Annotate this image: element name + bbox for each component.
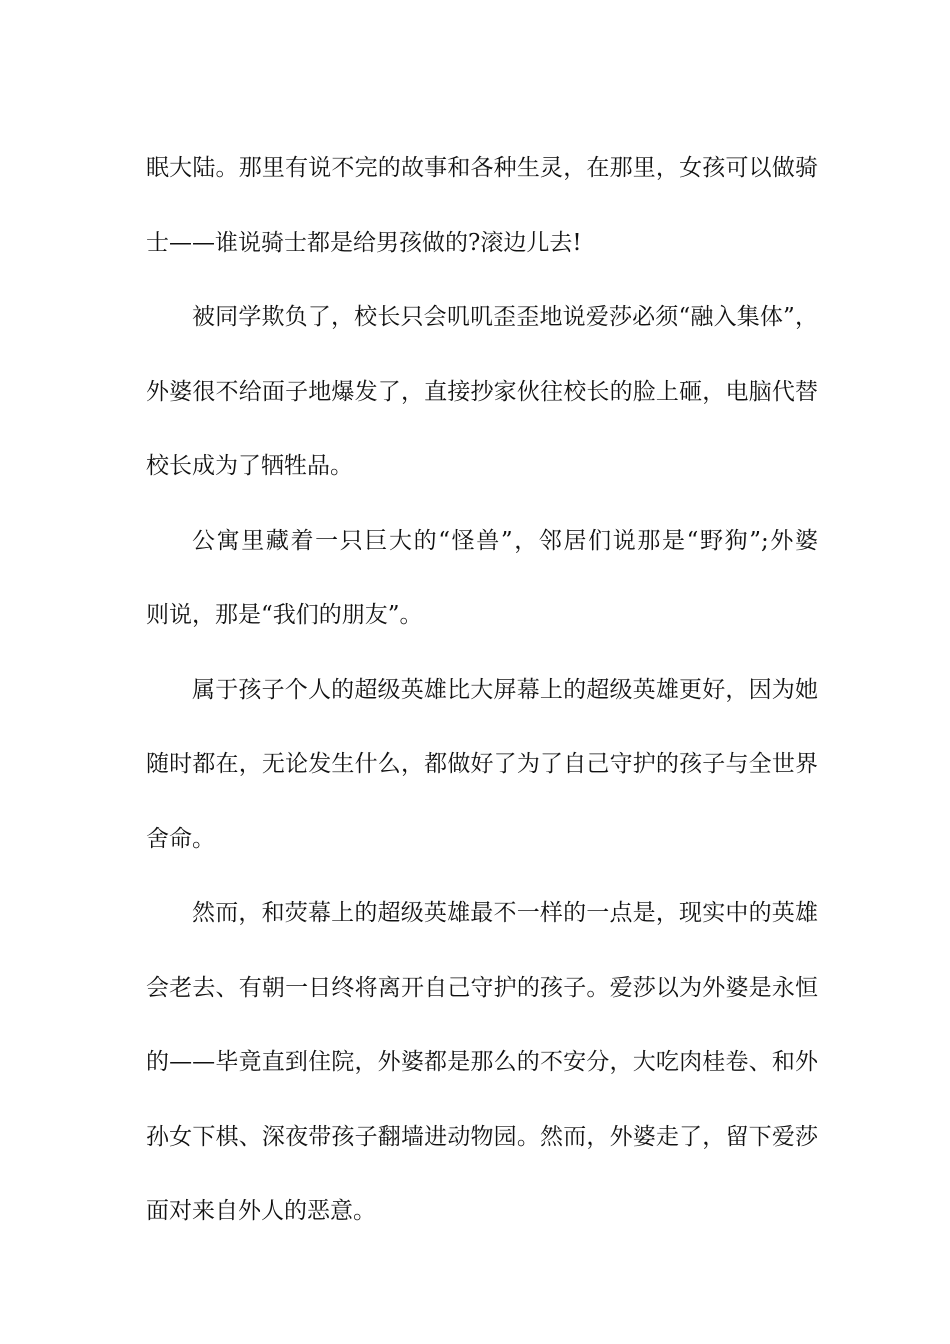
text-line: 校长成为了牺牲品。 xyxy=(146,453,353,479)
document-body xyxy=(146,131,818,1249)
text-line: 外婆很不给面子地爆发了，直接抄家伙往校长的脸上砸，电脑代替 xyxy=(146,378,818,405)
text-line: 舍命。 xyxy=(146,825,215,852)
text-line: 眠大陆。那里有说不完的故事和各种生灵，在那里，女孩可以做骑 xyxy=(146,155,818,181)
paragraph-first-line: 然而，和荧幕上的超级英雄最不一样的一点是，现实中的英雄 xyxy=(192,900,818,926)
paragraph-first-line: 被同学欺负了，校长只会叽叽歪歪地说爱莎必须“融入集体”， xyxy=(192,304,818,330)
text-line: 则说，那是“我们的朋友”。 xyxy=(146,602,423,628)
paragraph-first-line: 属于孩子个人的超级英雄比大屏幕上的超级英雄更好，因为她 xyxy=(192,676,818,703)
text-line: 随时都在，无论发生什么，都做好了为了自己守护的孩子与全世界 xyxy=(146,751,818,777)
paragraph-first-line: 公寓里藏着一只巨大的“怪兽”，邻居们说那是“野狗”;外婆 xyxy=(192,527,818,554)
text-line: 孙女下棋、深夜带孩子翻墙进动物园。然而，外婆走了，留下爱莎 xyxy=(146,1123,818,1150)
text-line: 会老去、有朝一日终将离开自己守护的孩子。爱莎以为外婆是永恒 xyxy=(146,974,818,1001)
text-line: 的——毕竟直到住院，外婆都是那么的不安分，大吃肉桂卷、和外 xyxy=(146,1049,818,1075)
text-line: 士——谁说骑士都是给男孩做的?滚边儿去! xyxy=(146,229,582,256)
text-line: 面对来自外人的恶意。 xyxy=(146,1198,376,1224)
